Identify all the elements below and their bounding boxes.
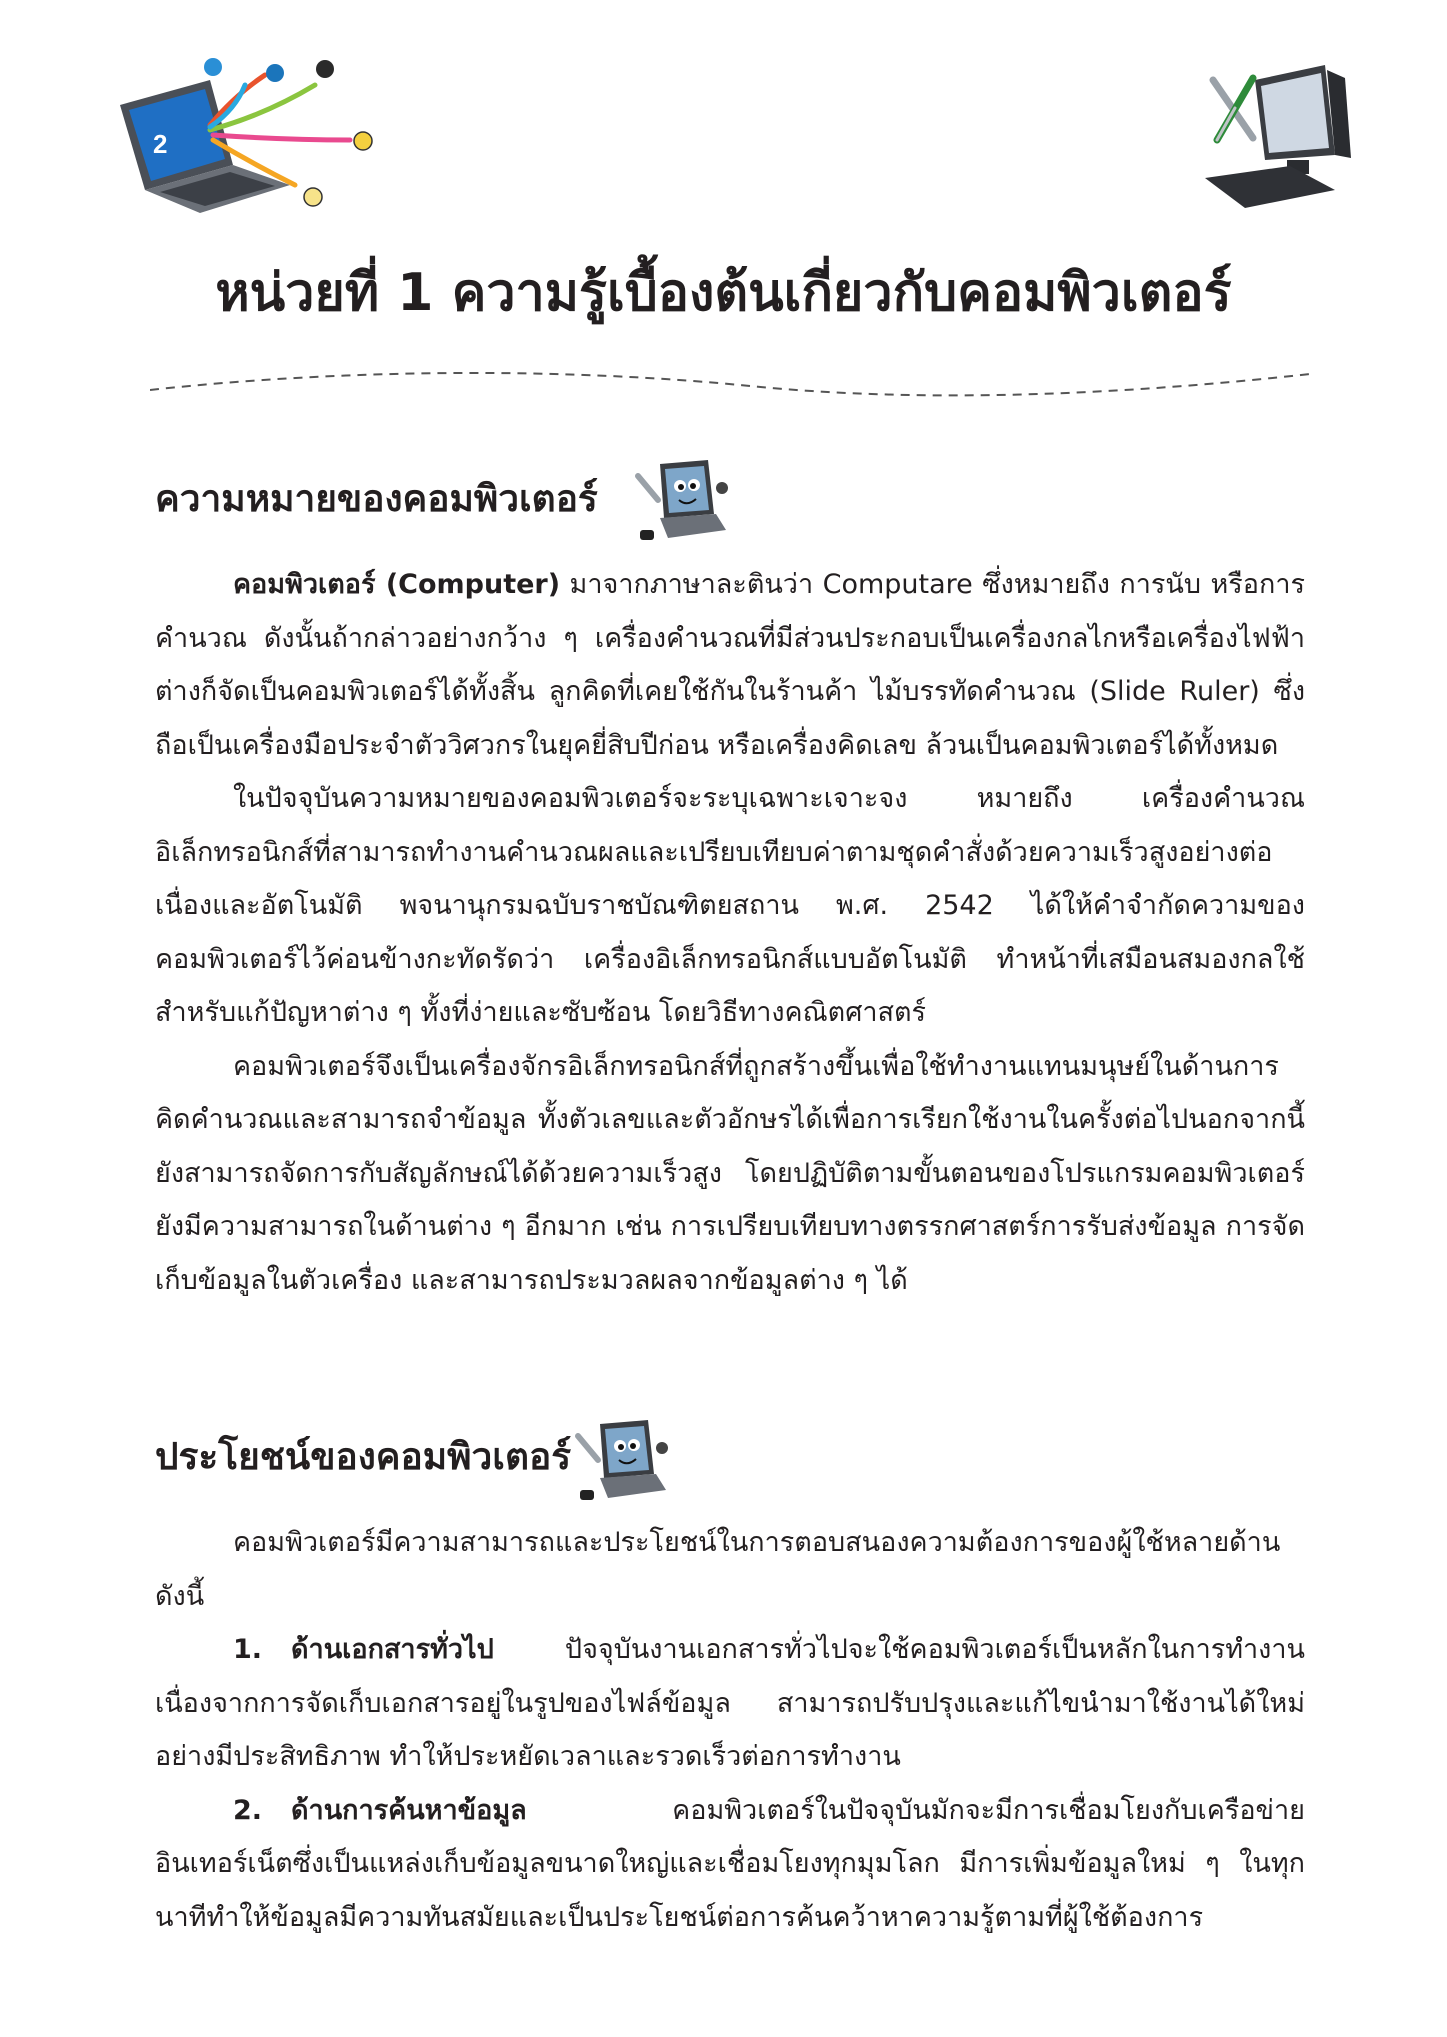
unit-title: หน่วยที่ 1 ความรู้เบื้องต้นเกี่ยวกับคอมพิวเตอร์ <box>215 263 1232 323</box>
benefits-body <box>155 1516 1305 1944</box>
term-computer: คอมพิวเตอร์ (Computer) <box>233 569 561 600</box>
section-heading-benefits: ประโยชน์ของคอมพิวเตอร์ <box>155 1435 572 1478</box>
benefits-intro: คอมพิวเตอร์มีความสามารถและประโยชน์ในการตอบสนองความต้องการของผู้ใช้หลายด้าน ดังนี้ <box>155 1527 1281 1612</box>
wavy-divider <box>150 368 1310 408</box>
benefit-text: คอมพิวเตอร์ในปัจจุบันมักจะมีการเชื่อมโยงกับเครือข่ายอินเทอร์เน็ตซึ่งเป็นแหล่งเก็บข้อมูลขนาดใหญ่และเชื่อมโยงทุกมุมโลก มีการเพิ่มข้อมูลใหม่ ๆ ในทุกนาทีทำให้ข้อมูลมีความทันสมัยและเป็นประโยชน์ต่อการค้นคว้าหาความรู้ตามที่ผู้ใช้ต้องการ <box>155 1794 1305 1933</box>
computer-mascot-icon <box>630 458 730 546</box>
meaning-paragraph-3: คอมพิวเตอร์จึงเป็นเครื่องจักรอิเล็กทรอนิกส์ที่ถูกสร้างขึ้นเพื่อใช้ทำงานแทนมนุษย์ในด้านการคิดคำนวณและสามารถจำข้อมูล ทั้งตัวเลขและตัวอักษรได้เพื่อการเรียกใช้งานในครั้งต่อไปนอกจากนี้ยังสามารถจัดการกับสัญลักษณ์ได้ด้วยความเร็วสูง โดยปฏิบัติตามขั้นตอนของโปรแกรมคอมพิวเตอร์ยังมีความสามารถในด้านต่าง ๆ อีกมาก เช่น การเปรียบเทียบทางตรรกศาสตร์การรับส่งข้อมูล การจัดเก็บข้อมูลในตัวเครื่อง และสามารถประมวลผลจากข้อมูลต่าง ๆ ได้ <box>155 1050 1305 1296</box>
laptop-icon <box>120 80 290 213</box>
svg-text:2: 2 <box>153 129 168 159</box>
benefit-title: ด้านเอกสารทั่วไป <box>291 1634 494 1665</box>
meaning-paragraph-1-text: มาจากภาษาละตินว่า Computare ซึ่งหมายถึง การนับ หรือการคำนวณ ดังนั้นถ้ากล่าวอย่างกว้าง ๆ เครื่องคำนวณที่มีส่วนประกอบเป็นเครื่องกลไกหรือเครื่องไฟฟ้าต่างก็จัดเป็นคอมพิวเตอร์ได้ทั้งสิ้น ลูกคิดที่เคยใช้กันในร้านค้า ไม้บรรทัดคำนวณ (Slide Ruler) ซึ่งถือเป็นเครื่องมือประจำตัววิศวกรในยุคยี่สิบปีก่อน หรือเครื่องคิดเลข ล้วนเป็นคอมพิวเตอร์ได้ทั้งหมด <box>155 569 1305 761</box>
laptop-network-illustration <box>115 55 395 215</box>
desktop-tools-illustration <box>1195 60 1355 210</box>
keyboard-icon <box>1205 166 1335 208</box>
benefit-number: 2. <box>233 1794 263 1826</box>
meaning-paragraph-2: ในปัจจุบันความหมายของคอมพิวเตอร์จะระบุเฉพาะเจาะจง หมายถึง เครื่องคำนวณอิเล็กทรอนิกส์ที่สามารถทำงานคำนวณผลและเปรียบเทียบค่าตามชุดคำสั่งด้วยความเร็วสูงอย่างต่อเนื่องและอัตโนมัติ พจนานุกรมฉบับราชบัณฑิตยสถาน พ.ศ. 2542 ได้ให้คำจำกัดความของคอมพิวเตอร์ไว้ค่อนข้างกะทัดรัดว่า เครื่องอิเล็กทรอนิกส์แบบอัตโนมัติ ทำหน้าที่เสมือนสมองกลใช้สำหรับแก้ปัญหาต่าง ๆ ทั้งที่ง่ายและซับซ้อน โดยวิธีทางคณิตศาสตร์ <box>155 783 1305 1028</box>
wrench-screwdriver-icon <box>1213 78 1253 140</box>
meaning-body <box>155 558 1305 1307</box>
benefit-item <box>155 1784 1305 1945</box>
benefit-title: ด้านการค้นหาข้อมูล <box>291 1794 527 1826</box>
monitor-icon <box>1255 65 1351 174</box>
meaning-paragraph-1 <box>155 558 1305 772</box>
section-heading-meaning: ความหมายของคอมพิวเตอร์ <box>155 477 598 520</box>
benefit-item <box>155 1623 1305 1784</box>
benefit-text: ปัจจุบันงานเอกสารทั่วไปจะใช้คอมพิวเตอร์เป็นหลักในการทำงาน เนื่องจากการจัดเก็บเอกสารอยู่ในรูปของไฟล์ข้อมูล สามารถปรับปรุงและแก้ไขนำมาใช้งานได้ใหม่อย่างมีประสิทธิภาพ ทำให้ประหยัดเวลาและรวดเร็วต่อการทำงาน <box>155 1634 1305 1772</box>
benefit-number: 1. <box>233 1634 263 1665</box>
computer-mascot-icon <box>570 1418 670 1506</box>
